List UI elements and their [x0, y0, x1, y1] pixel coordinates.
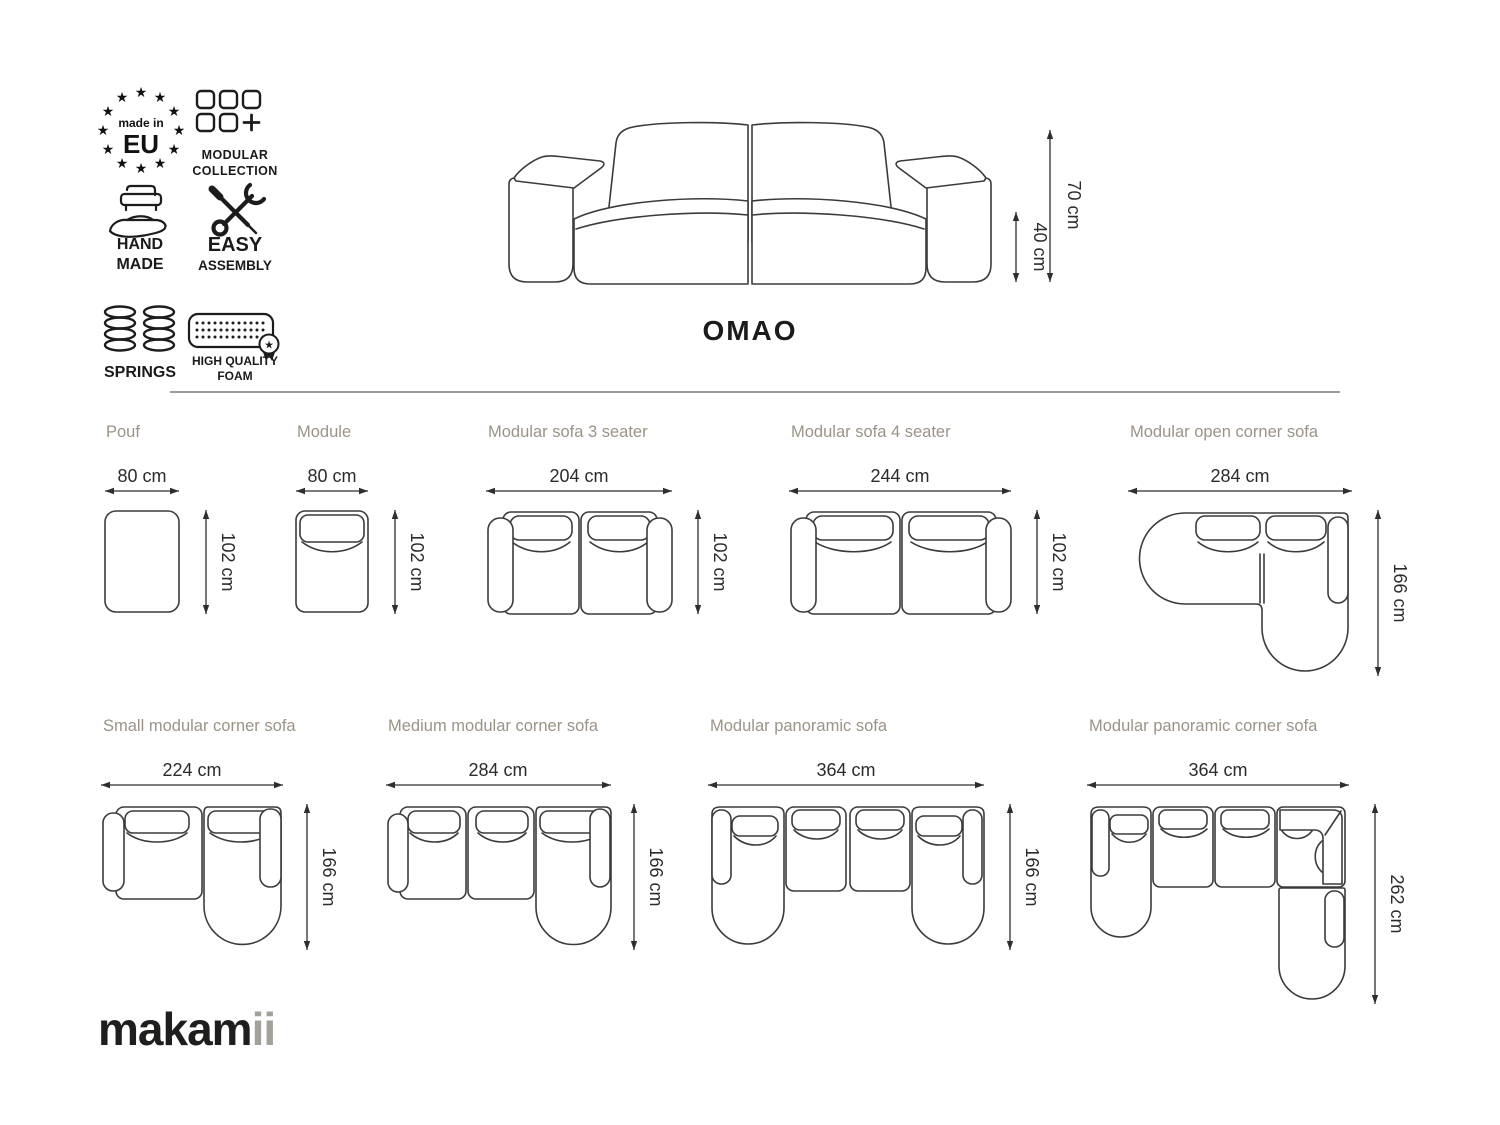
- variant-card-pouf: [104, 422, 244, 623]
- modular-collection-icon: [195, 89, 275, 147]
- sofa-3-seater-drawing: [486, 458, 736, 623]
- variant-card-open-corner-sofa: [1128, 422, 1413, 688]
- arrowhead: [789, 488, 798, 494]
- divider-line: [170, 391, 1340, 393]
- open-corner-sofa-drawing: [1128, 458, 1413, 688]
- medal-star: ★: [264, 339, 274, 352]
- svg-text:★: ★: [172, 122, 186, 138]
- arrowhead: [1002, 488, 1011, 494]
- hero-dimensions: [1000, 115, 1095, 305]
- arrowhead: [386, 782, 395, 788]
- variant-card-sofa-3-seater: [486, 422, 736, 623]
- svg-text:★: ★: [96, 122, 110, 138]
- arrowhead: [1375, 510, 1381, 519]
- svg-text:★: ★: [134, 84, 148, 100]
- module-drawing: [295, 458, 435, 623]
- variant-name: Modular sofa 4 seater: [791, 423, 951, 441]
- variant-name: Modular panoramic sofa: [710, 717, 888, 735]
- panoramic-corner-sofa-drawing: [1087, 752, 1407, 1017]
- small-corner-sofa-drawing: [101, 752, 341, 962]
- arrowhead: [1047, 130, 1053, 139]
- variant-name: Modular sofa 3 seater: [488, 423, 648, 441]
- arrowhead: [1007, 804, 1013, 813]
- arrowhead: [392, 605, 398, 614]
- width-value: 364 cm: [1188, 760, 1248, 780]
- svg-text:★: ★: [167, 103, 181, 119]
- arrowhead: [105, 488, 114, 494]
- pouf-drawing: [104, 458, 244, 623]
- eu-label: EU: [122, 129, 160, 159]
- high-quality-foam-label: HIGH QUALITY FOAM: [192, 354, 278, 383]
- arrowhead: [695, 510, 701, 519]
- hero-sofa-drawing: [500, 112, 1000, 297]
- arrowhead: [631, 941, 637, 950]
- depth-value: 102 cm: [1049, 532, 1069, 592]
- depth-value: 166 cm: [1390, 563, 1410, 623]
- arrowhead: [203, 605, 209, 614]
- medium-corner-sofa-drawing: [386, 752, 671, 962]
- width-value: 364 cm: [816, 760, 876, 780]
- width-value: 284 cm: [1210, 466, 1270, 486]
- arrowhead: [274, 782, 283, 788]
- variant-card-small-corner-sofa: [101, 716, 341, 962]
- arrowhead: [101, 782, 110, 788]
- arrowhead: [602, 782, 611, 788]
- arrowhead: [1007, 941, 1013, 950]
- arrowhead: [359, 488, 368, 494]
- brand-logo-accent: ii: [251, 1003, 276, 1055]
- svg-text:★: ★: [153, 89, 167, 105]
- made-in-eu-icon: [93, 81, 189, 177]
- depth-value: 262 cm: [1387, 874, 1407, 934]
- svg-text:★: ★: [115, 155, 129, 171]
- arrowhead: [296, 488, 305, 494]
- variant-name: Small modular corner sofa: [103, 717, 296, 735]
- svg-text:★: ★: [153, 155, 167, 171]
- arrowhead: [631, 804, 637, 813]
- arrowhead: [304, 804, 310, 813]
- depth-value: 102 cm: [407, 532, 427, 592]
- variant-card-panoramic-sofa: [708, 716, 1043, 962]
- arrowhead: [304, 941, 310, 950]
- brand-logo: [98, 1002, 275, 1056]
- arrowhead: [486, 488, 495, 494]
- arrowhead: [663, 488, 672, 494]
- variant-name: Medium modular corner sofa: [388, 717, 599, 735]
- variant-name: Module: [297, 423, 352, 441]
- variant-card-module: [295, 422, 435, 623]
- arrowhead: [1375, 667, 1381, 676]
- svg-text:★: ★: [115, 89, 129, 105]
- arrowhead: [1013, 212, 1019, 221]
- depth-value: 102 cm: [710, 532, 730, 592]
- variant-name: Pouf: [106, 423, 140, 441]
- hand-made-icon: [100, 181, 182, 243]
- width-value: 80 cm: [307, 466, 357, 486]
- arrowhead: [203, 510, 209, 519]
- width-value: 224 cm: [162, 760, 222, 780]
- arrowhead: [1034, 510, 1040, 519]
- arrowhead: [695, 605, 701, 614]
- hand-made-label: HAND MADE: [116, 236, 164, 273]
- arrowhead: [708, 782, 717, 788]
- width-value: 244 cm: [870, 466, 930, 486]
- svg-text:★: ★: [101, 141, 115, 157]
- product-title: OMAO: [702, 315, 798, 346]
- panoramic-sofa-drawing: [708, 752, 1043, 962]
- arrowhead: [1340, 782, 1349, 788]
- variant-card-medium-corner-sofa: [386, 716, 671, 962]
- modular-collection-label: MODULAR COLLECTION: [192, 148, 278, 178]
- width-value: 80 cm: [117, 466, 167, 486]
- brand-logo-main: makam: [98, 1003, 252, 1055]
- arrowhead: [1128, 488, 1137, 494]
- svg-text:★: ★: [167, 141, 181, 157]
- arrowhead: [1372, 995, 1378, 1004]
- made-in-label: made in: [118, 116, 164, 130]
- easy-assembly-label: EASY ASSEMBLY: [198, 234, 272, 273]
- arrowhead: [392, 510, 398, 519]
- variant-card-panoramic-corner-sofa: [1087, 716, 1407, 1017]
- variant-name: Modular panoramic corner sofa: [1089, 717, 1318, 735]
- svg-text:★: ★: [101, 103, 115, 119]
- arrowhead: [975, 782, 984, 788]
- variant-name: Modular open corner sofa: [1130, 423, 1319, 441]
- arrowhead: [1047, 273, 1053, 282]
- arrowhead: [1372, 804, 1378, 813]
- feature-badges: [85, 75, 315, 395]
- depth-value: 166 cm: [1022, 847, 1042, 907]
- width-value: 204 cm: [549, 466, 609, 486]
- variant-card-sofa-4-seater: [789, 422, 1074, 623]
- arrowhead: [1343, 488, 1352, 494]
- arrowhead: [1013, 273, 1019, 282]
- foam-dots: [196, 322, 265, 339]
- svg-text:★: ★: [134, 160, 148, 176]
- arrowhead: [1034, 605, 1040, 614]
- arrowhead: [1087, 782, 1096, 788]
- depth-value: 166 cm: [646, 847, 666, 907]
- arrowhead: [170, 488, 179, 494]
- depth-value: 166 cm: [319, 847, 339, 907]
- width-value: 284 cm: [468, 760, 528, 780]
- total-height-value: 70 cm: [1064, 180, 1084, 230]
- springs-icon: [97, 303, 183, 359]
- springs-label: SPRINGS: [103, 364, 176, 381]
- sofa-4-seater-drawing: [789, 458, 1074, 623]
- depth-value: 102 cm: [218, 532, 238, 592]
- seat-height-value: 40 cm: [1030, 222, 1050, 272]
